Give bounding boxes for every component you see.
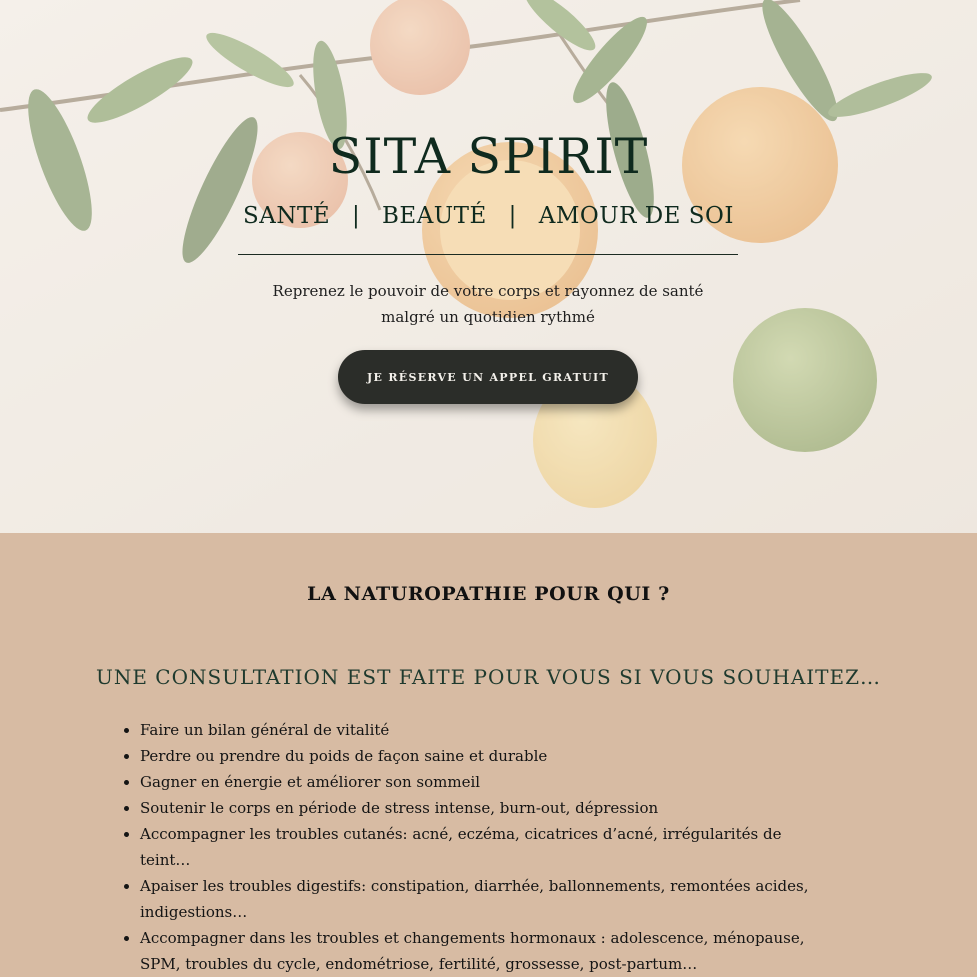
list-item: • Perdre ou prendre du poids de façon saine et durable (140, 743, 830, 769)
naturopathy-section (0, 533, 977, 973)
list-item: • Faire un bilan général de vitalité (140, 717, 830, 743)
tagline-item-amour-de-soi: AMOUR DE SOI (538, 203, 734, 229)
list-item: • Apaiser les troubles digestifs: constipation, diarrhée, ballonnements, remontées acides, indigestions… (140, 873, 830, 925)
tagline-separator: | (351, 203, 361, 229)
hero-subtitle-line-1: Reprenez le pouvoir de votre corps et rayonnez de santé (272, 282, 704, 300)
hero-subtitle-line-2: malgré un quotidien rythmé (381, 308, 595, 326)
tagline-separator: | (508, 203, 517, 229)
section-title: LA NATUROPATHIE POUR QUI ? (307, 583, 670, 605)
tagline-item-sante: SANTÉ (243, 203, 331, 229)
hero-subtitle (238, 278, 738, 330)
list-item: • Accompagner dans les troubles et changements hormonaux : adolescence, ménopause, SPM, troubles du cycle, endométriose, fertilité, grossesse, post-partum… (140, 925, 830, 977)
hero-divider (238, 254, 738, 255)
tagline (0, 203, 977, 229)
list-item: • Soutenir le corps en période de stress intense, burn-out, dépression (140, 795, 830, 821)
tagline-item-beaute: BEAUTÉ (382, 203, 487, 229)
section-subtitle: UNE CONSULTATION EST FAITE POUR VOUS SI VOUS SOUHAITEZ… (95, 665, 882, 689)
site-title: SITA SPIRIT (328, 128, 649, 185)
benefits-list (122, 717, 830, 977)
book-free-call-button[interactable]: JE RÉSERVE UN APPEL GRATUIT (338, 350, 638, 404)
list-item: • Gagner en énergie et améliorer son sommeil (140, 769, 830, 795)
list-item: • Accompagner les troubles cutanés: acné, eczéma, cicatrices d’acné, irrégularités de teint… (140, 821, 830, 873)
